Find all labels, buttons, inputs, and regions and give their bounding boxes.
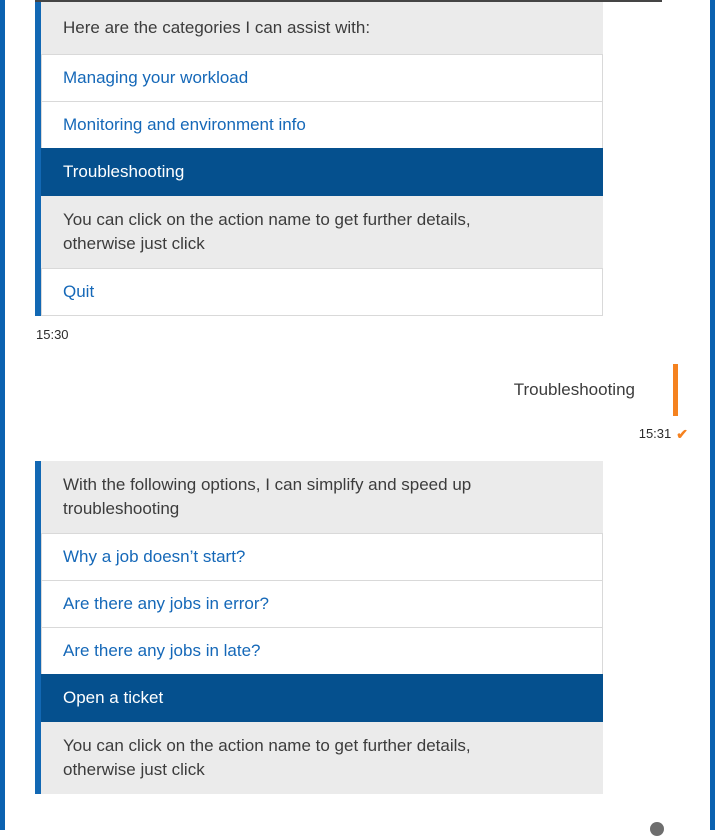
bot-note-line1: You can click on the action name to get further details, (63, 210, 471, 229)
bot-message-group-1 (35, 2, 603, 316)
option-are-there-any-jobs-in-error[interactable] (41, 580, 603, 628)
bot-message-stack (41, 461, 603, 794)
user-message-text: Troubleshooting (513, 380, 635, 399)
option-label: Monitoring and environment info (63, 115, 306, 134)
option-open-a-ticket-selected[interactable] (41, 674, 603, 722)
bot-intro-bubble (41, 2, 603, 54)
bot-intro-bubble (41, 461, 603, 533)
user-message (0, 364, 715, 416)
user-timestamp: 15:31 (638, 426, 672, 441)
option-label: Are there any jobs in late? (63, 641, 261, 660)
user-accent-bar (673, 364, 678, 416)
bot-timestamp: 15:30 (36, 327, 69, 342)
bot-intro-line1: With the following options, I can simplify and speed up (63, 475, 472, 494)
user-timestamp-row (0, 426, 715, 441)
bot-note-line1: You can click on the action name to get further details, (63, 736, 471, 755)
bot-note-line2: otherwise just click (63, 234, 205, 253)
option-label: Troubleshooting (63, 162, 185, 181)
option-label: Quit (63, 282, 95, 301)
option-troubleshooting-selected[interactable] (41, 148, 603, 196)
sent-check-icon: ✔ (676, 425, 688, 442)
bot-note-bubble (41, 722, 603, 794)
option-label: Are there any jobs in error? (63, 594, 269, 613)
option-quit[interactable] (41, 268, 603, 316)
bot-message-group-2 (35, 461, 603, 794)
option-label: Open a ticket (63, 688, 164, 707)
option-are-there-any-jobs-in-late[interactable] (41, 627, 603, 675)
bot-message-stack (41, 2, 603, 316)
bot-intro-text: Here are the categories I can assist with: (63, 18, 371, 37)
option-monitoring-and-environment-info[interactable] (41, 101, 603, 149)
partial-bottom-icon (650, 822, 664, 836)
option-label: Managing your workload (63, 68, 249, 87)
bot-note-line2: otherwise just click (63, 760, 205, 779)
bot-note-bubble (41, 196, 603, 268)
chat-area (0, 2, 715, 794)
option-why-a-job-doesnt-start[interactable] (41, 533, 603, 581)
option-managing-your-workload[interactable] (41, 54, 603, 102)
bot-intro-line2: troubleshooting (63, 499, 180, 518)
option-label: Why a job doesn’t start? (63, 547, 246, 566)
